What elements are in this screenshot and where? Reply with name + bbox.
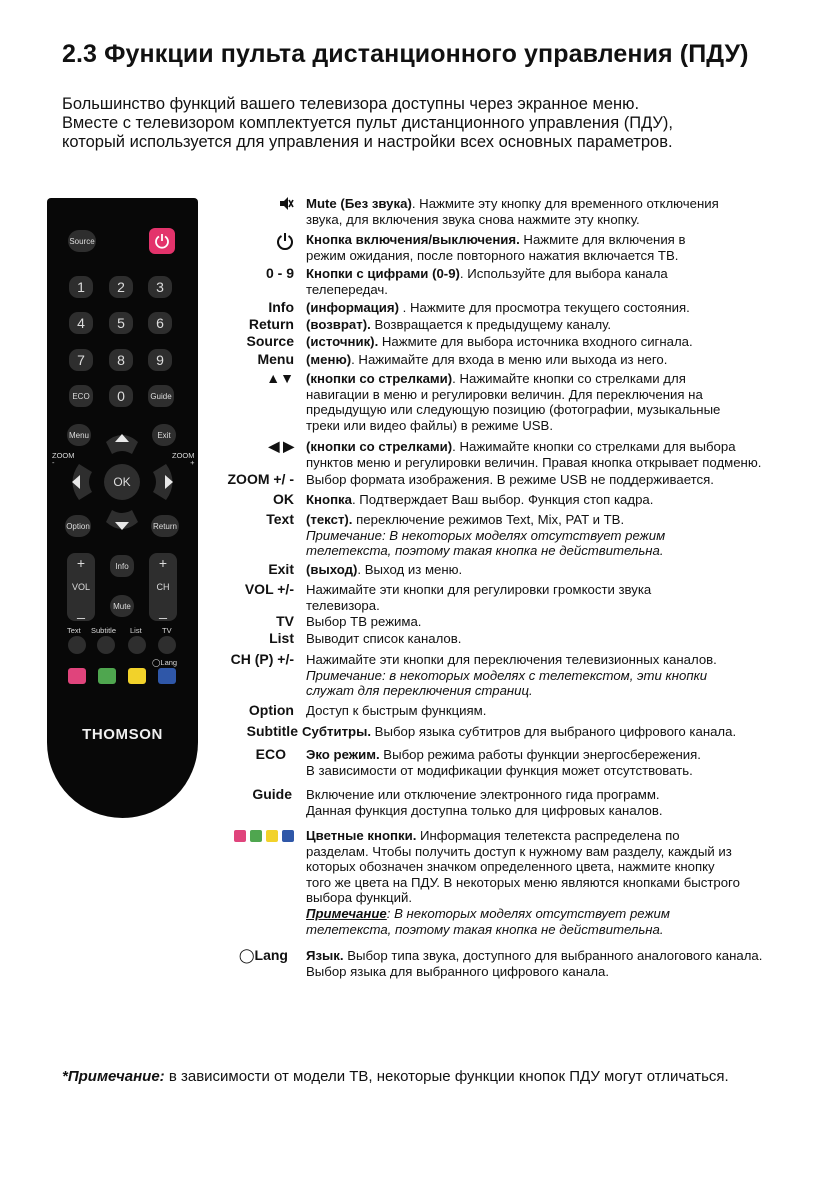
- lang-key: ◯Lang: [238, 947, 288, 963]
- list-label: List: [130, 626, 142, 635]
- color-line: которых обозначен значком определенного цвета, нажмите кнопку: [306, 859, 715, 875]
- vol-text: Нажимайте эти кнопки для регулировки громкости звука: [306, 582, 652, 597]
- color-text: Информация телетекста распределена по: [416, 828, 680, 843]
- option-text: Доступ к быстрым функциям.: [306, 703, 487, 718]
- mute-icon: [278, 196, 294, 215]
- yellow-button: [128, 668, 146, 684]
- color-line: того же цвета на ПДУ. В некоторых меню являются кнопками быстрого: [306, 874, 740, 890]
- subtitle-title: Субтитры.: [302, 724, 372, 739]
- guide-line2: Данная функция доступна только для цифровых каналов.: [306, 802, 663, 818]
- source-button: Source: [68, 230, 96, 252]
- list-key: List: [269, 630, 294, 646]
- info-key: Info: [268, 299, 294, 315]
- text-button: [68, 636, 86, 654]
- exit-key: Exit: [268, 561, 294, 577]
- menu-button: Menu: [67, 424, 91, 446]
- subtitle-label: Subtitle: [91, 626, 117, 635]
- guide-text: Включение или отключение электронного гида программ.: [306, 787, 660, 802]
- green-button: [98, 668, 116, 684]
- ch-note2: служат для переключения страниц.: [306, 683, 533, 699]
- source-text: Нажмите для выбора источника входного сигнала.: [378, 334, 693, 349]
- vol-plus-label: +: [76, 555, 86, 571]
- digit-button: 0: [109, 385, 133, 407]
- mute-title: Mute (Без звука): [306, 196, 412, 211]
- zoom-key: ZOOM +/ -: [227, 471, 294, 487]
- return-button: Return: [151, 515, 179, 537]
- menu-title: (меню): [306, 352, 352, 367]
- info-title: (информация): [306, 300, 399, 315]
- digit-button: 6: [148, 312, 172, 334]
- list-button: [128, 636, 146, 654]
- brand-logo: THOMSON: [82, 726, 163, 743]
- eco-key: ECO: [255, 746, 286, 762]
- menu-text: . Нажимайте для входа в меню или выхода из него.: [351, 352, 668, 367]
- updown-text: . Нажимайте кнопки со стрелками для: [452, 371, 686, 386]
- option-key: Option: [248, 702, 294, 718]
- ch-rocker: [149, 553, 177, 621]
- return-title: (возврат).: [306, 317, 371, 332]
- intro-line: Большинство функций вашего телевизора доступны через экранное меню.: [62, 95, 640, 113]
- color-title: Цветные кнопки.: [306, 828, 417, 843]
- text-note2: телетекста, поэтому такая кнопка не действительна.: [306, 543, 664, 559]
- eco-title: Эко режим.: [306, 747, 380, 762]
- digit-button: 4: [69, 312, 93, 334]
- leftright-text: . Нажимайте кнопки со стрелками для выбора: [452, 439, 736, 454]
- power-line2: режим ожидания, после повторного нажатия включается ТВ.: [306, 247, 679, 263]
- power-button: [149, 228, 175, 254]
- return-key: Return: [248, 316, 294, 332]
- digits-title: Кнопки с цифрами (0-9): [306, 266, 460, 281]
- ok-text: . Подтверждает Ваш выбор. Функция стоп кадра.: [351, 492, 654, 507]
- up-down-arrows-icon: ▲▼: [266, 370, 294, 386]
- digit-button: 3: [148, 276, 172, 298]
- guide-key: Guide: [252, 786, 292, 802]
- digit-button: 1: [69, 276, 93, 298]
- color-note-label: Примечание: [306, 905, 387, 921]
- tv-text: Выбор ТВ режима.: [306, 614, 422, 629]
- color-line: разделам. Чтобы получить доступ к нужному вам разделу, каждый из: [306, 843, 732, 859]
- footnote-label: *Примечание:: [62, 1068, 165, 1085]
- eco-button: ECO: [69, 385, 93, 407]
- ok-title: Кнопка: [306, 492, 352, 507]
- color-line: выбора функций.: [306, 890, 413, 906]
- menu-key: Menu: [257, 351, 294, 367]
- exit-button: Exit: [152, 424, 176, 446]
- footnote: [62, 1068, 729, 1085]
- exit-title: (выход): [306, 562, 358, 577]
- vol-key: VOL +/-: [244, 581, 294, 597]
- ok-button: OK: [113, 475, 131, 489]
- exit-text: . Выход из меню.: [357, 562, 463, 577]
- red-button: [68, 668, 86, 684]
- blue-button: [158, 668, 176, 684]
- mute-text: . Нажмите эту кнопку для временного отключения: [411, 196, 719, 211]
- source-title: (источник).: [306, 334, 379, 349]
- eco-text: Выбор режима работы функции энергосбережения.: [379, 747, 701, 762]
- blue-square-icon: [282, 830, 294, 842]
- vol-label: VOL: [71, 582, 90, 592]
- text-note1: Примечание: В некоторых моделях отсутствует режим: [306, 527, 666, 543]
- mute-button: Mute: [110, 595, 134, 617]
- digits-key: 0 - 9: [265, 265, 294, 281]
- digit-button: 9: [148, 349, 172, 371]
- intro-line: который используется для управления и настройки всех основных параметров.: [62, 133, 673, 151]
- zoom-text: Выбор формата изображения. В режиме USB не поддерживается.: [306, 472, 714, 487]
- subtitle-key: Subtitle: [246, 723, 298, 739]
- text-title: (текст).: [306, 512, 353, 527]
- list-text: Выводит список каналов.: [306, 631, 462, 646]
- ok-key: OK: [273, 491, 294, 507]
- digit-button: 5: [109, 312, 133, 334]
- lang-title: Язык.: [306, 948, 344, 963]
- text-key: Text: [266, 511, 294, 527]
- color-note1: : В некоторых моделях отсутствует режим: [386, 905, 670, 921]
- updown-line: навигации в меню и регулировки величин. Для переключения на: [306, 386, 703, 402]
- digit-button: 2: [109, 276, 133, 298]
- green-square-icon: [250, 830, 262, 842]
- ch-label: CH: [156, 582, 170, 592]
- leftright-title: (кнопки со стрелками): [306, 439, 453, 454]
- intro-line: Вместе с телевизором комплектуется пульт дистанционного управления (ПДУ),: [62, 114, 673, 132]
- remote-control-image: [47, 198, 198, 818]
- tv-key: TV: [276, 613, 294, 629]
- page-title: 2.3 Функции пульта дистанционного управления (ПДУ): [62, 40, 749, 68]
- digits-text: . Используйте для выбора канала: [459, 266, 668, 281]
- vol-line2: телевизора.: [306, 597, 380, 613]
- power-icon: [276, 232, 294, 254]
- lang-text: Выбор типа звука, доступного для выбранного аналогового канала.: [343, 948, 763, 963]
- zoom-minus-label: ZOOM -: [52, 451, 75, 467]
- power-icon: [154, 233, 170, 249]
- footnote-text: в зависимости от модели ТВ, некоторые функции кнопок ПДУ могут отличаться.: [164, 1068, 729, 1085]
- eco-line2: В зависимости от модификации функция может отсутствовать.: [306, 762, 693, 778]
- updown-title: (кнопки со стрелками): [306, 371, 453, 386]
- mute-line2: звука, для включения звука снова нажмите эту кнопку.: [306, 211, 640, 227]
- ch-text: Нажимайте эти кнопки для переключения телевизионных каналов.: [306, 652, 717, 667]
- info-button: Info: [110, 555, 134, 577]
- red-square-icon: [234, 830, 246, 842]
- subtitle-button: [97, 636, 115, 654]
- digits-line2: телепередач.: [306, 281, 388, 297]
- updown-line: треки или видео файлы) в режиме USB.: [306, 417, 554, 433]
- return-text: Возвращается к предыдущему каналу.: [370, 317, 612, 332]
- subtitle-text: Выбор языка субтитров для выбраного цифрового канала.: [371, 724, 737, 739]
- tv-label: TV: [162, 626, 172, 635]
- power-text: Нажмите для включения в: [519, 232, 686, 247]
- ch-key: CH (P) +/-: [230, 651, 294, 667]
- lang-line2: Выбор языка для выбранного цифрового канала.: [306, 963, 610, 979]
- source-key: Source: [246, 333, 294, 349]
- tv-button: [158, 636, 176, 654]
- yellow-square-icon: [266, 830, 278, 842]
- color-note2: телетекста, поэтому такая кнопка не действительна.: [306, 921, 664, 937]
- lang-icon: ◯: [238, 947, 255, 963]
- left-right-arrows-icon: ◀ ▶: [268, 438, 294, 454]
- color-squares: [230, 828, 294, 844]
- digit-button: 7: [69, 349, 93, 371]
- info-text: . Нажмите для просмотра текущего состояния.: [398, 300, 690, 315]
- ch-minus-label: _: [159, 603, 167, 619]
- option-button: Option: [65, 515, 91, 537]
- text-text: переключение режимов Text, Mix, PAT и TB.: [352, 512, 625, 527]
- zoom-plus-label: ZOOM +: [172, 451, 195, 467]
- vol-minus-label: _: [77, 603, 85, 619]
- power-title: Кнопка включения/выключения.: [306, 232, 520, 247]
- guide-button: Guide: [148, 385, 174, 407]
- leftright-line2: пунктов меню и регулировки величин. Правая кнопка открывает подменю.: [306, 454, 762, 470]
- vol-rocker: [67, 553, 95, 621]
- lang-label: ◯Lang: [152, 658, 178, 667]
- intro-text: [62, 95, 782, 152]
- updown-line: предыдущую или следующую позицию (фотографии, музыкальные: [306, 402, 721, 418]
- ch-plus-label: +: [158, 555, 168, 571]
- digit-button: 8: [109, 349, 133, 371]
- ch-note1: Примечание: в некоторых моделях с телетекстом, эти кнопки: [306, 667, 708, 683]
- text-label: Text: [67, 626, 81, 635]
